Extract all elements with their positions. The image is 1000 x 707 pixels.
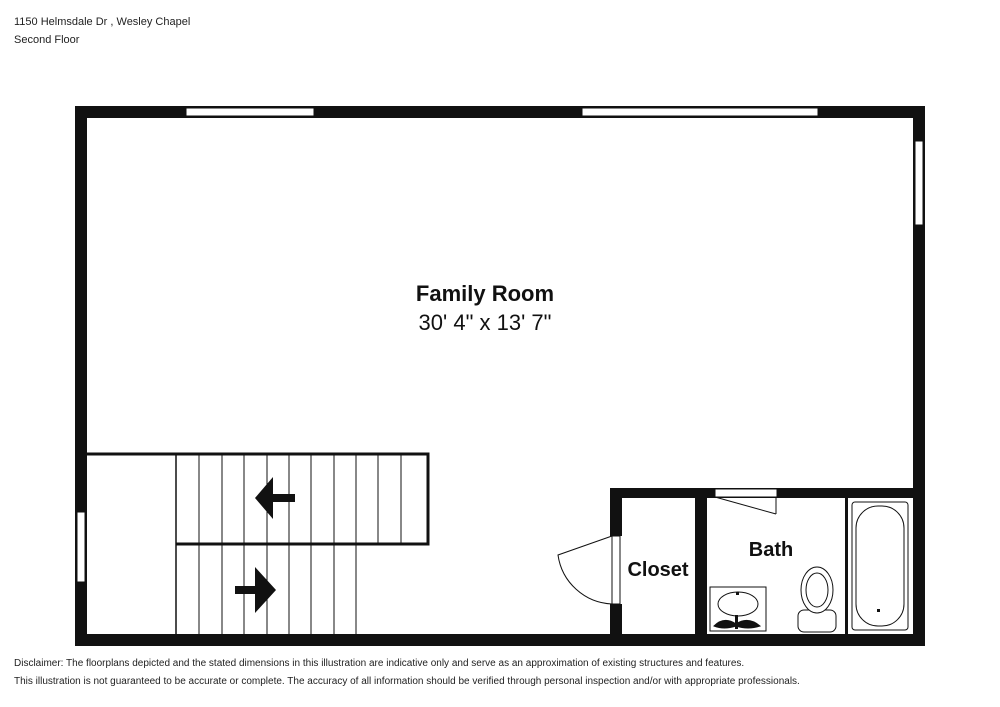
tub-inner xyxy=(856,506,904,626)
closet-bath-divider-wall xyxy=(695,488,707,636)
window-right xyxy=(915,141,923,225)
bath-door-leaf xyxy=(715,497,776,514)
family-room-dimensions: 30' 4" x 13' 7" xyxy=(418,310,552,335)
closet-door-opening xyxy=(612,536,620,604)
bath-name: Bath xyxy=(748,539,794,561)
faucet-spout-icon xyxy=(735,615,738,629)
bath-door xyxy=(715,489,777,514)
tub-partition xyxy=(845,498,848,634)
tub-drain-icon xyxy=(877,609,880,612)
sink-icon xyxy=(710,587,766,631)
sink-basin xyxy=(718,592,758,616)
bottom-wall xyxy=(75,634,925,646)
window-left xyxy=(77,512,85,582)
disclaimer-line-1: Disclaimer: The floorplans depicted and the stated dimensions in this illustration are indicative only and serve as an approximation of existing structures and features. xyxy=(14,658,745,669)
windows xyxy=(77,108,923,582)
outer-walls xyxy=(75,106,925,646)
stair-arrow-right-icon xyxy=(235,567,276,613)
closet-left-wall-upper xyxy=(610,488,622,536)
closet-left-wall-lower xyxy=(610,604,622,636)
disclaimer-line-2: This illustration is not guaranteed to be accurate or complete. The accuracy of all information should be verified through personal inspection and/or with appropriate professionals. xyxy=(14,676,800,687)
floor-label: Second Floor xyxy=(14,34,80,46)
toilet-seat xyxy=(806,573,828,607)
window-top-left xyxy=(186,108,314,116)
toilet-icon xyxy=(798,567,836,632)
closet-door-swing xyxy=(558,536,612,604)
closet-door xyxy=(558,536,620,604)
window-top-right xyxy=(582,108,818,116)
family-room-name: Family Room xyxy=(415,281,555,306)
bathtub xyxy=(852,502,908,630)
bath-door-opening xyxy=(715,489,777,497)
property-address: 1150 Helmsdale Dr , Wesley Chapel xyxy=(14,16,191,28)
sink-drain-icon xyxy=(736,592,739,595)
closet-name: Closet xyxy=(627,559,689,581)
